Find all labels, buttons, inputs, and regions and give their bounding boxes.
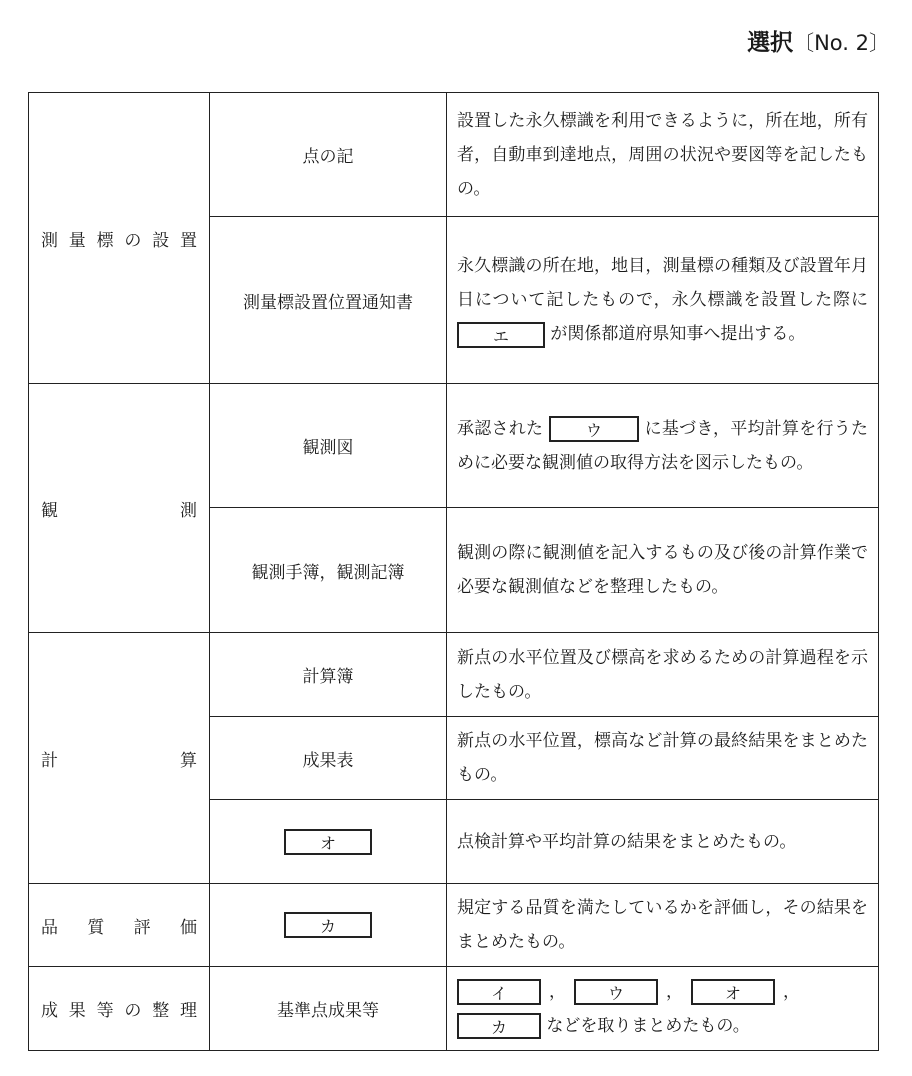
- item-cell: [210, 800, 447, 884]
- table-row: [29, 93, 879, 217]
- item-cell: 計算簿: [210, 633, 447, 717]
- table-row: [29, 967, 879, 1051]
- table-row: [29, 384, 879, 508]
- answer-blank: ウ: [549, 416, 639, 442]
- item-cell: 観測図: [210, 384, 447, 508]
- item-cell: 観測手簿，観測記簿: [210, 508, 447, 633]
- description-cell: 承認された ウ に基づき，平均計算を行うために必要な観測値の取得方法を図示したもの。: [447, 384, 879, 508]
- description-cell: 観測の際に観測値を記入するもの及び後の計算作業で必要な観測値などを整理したもの。: [447, 508, 879, 633]
- question-number: 〔No. 2〕: [793, 31, 890, 55]
- item-cell: 基準点成果等: [210, 967, 447, 1051]
- description-cell: 新点の水平位置，標高など計算の最終結果をまとめたもの。: [447, 717, 879, 800]
- item-cell: 成果表: [210, 717, 447, 800]
- answer-blank: カ: [284, 912, 372, 938]
- category-cell: [29, 384, 210, 633]
- category-cell: [29, 967, 210, 1051]
- answer-blank: エ: [457, 322, 545, 348]
- category-label: 計 算: [41, 750, 197, 771]
- description-cell: 点検計算や平均計算の結果をまとめたもの。: [447, 800, 879, 884]
- category-label: 成 果 等 の 整 理: [41, 1001, 197, 1021]
- answer-blank: ウ: [574, 979, 658, 1005]
- item-cell: 測量標設置位置通知書: [210, 217, 447, 384]
- page-header: [747, 24, 890, 57]
- item-cell: 点の記: [210, 93, 447, 217]
- category-label: 観 測: [41, 500, 197, 521]
- answer-blank: カ: [457, 1013, 541, 1039]
- table-row: [29, 884, 879, 967]
- description-cell: 設置した永久標識を利用できるように，所在地，所有者，自動車到達地点，周囲の状況や要図等を記したもの。: [447, 93, 879, 217]
- category-cell: [29, 93, 210, 384]
- description-cell: イ ， ウ ， オ ， カ などを取りまとめたもの。: [447, 967, 879, 1051]
- item-cell: [210, 884, 447, 967]
- category-label: 品 質 評 価: [41, 917, 197, 938]
- description-cell: 永久標識の所在地，地目，測量標の種類及び設置年月日について記したもので，永久標識を設置した際に エ が関係都道府県知事へ提出する。: [447, 217, 879, 384]
- category-cell: [29, 633, 210, 884]
- table-row: [29, 633, 879, 717]
- category-label: 測 量 標 の 設 置: [41, 230, 197, 251]
- answer-blank: イ: [457, 979, 541, 1005]
- survey-deliverables-table: [28, 92, 879, 1051]
- description-cell: 新点の水平位置及び標高を求めるための計算過程を示したもの。: [447, 633, 879, 717]
- description-cell: 規定する品質を満たしているかを評価し，その結果をまとめたもの。: [447, 884, 879, 967]
- selection-label: 選択: [747, 30, 794, 56]
- answer-blank: オ: [691, 979, 775, 1005]
- category-cell: [29, 884, 210, 967]
- answer-blank: オ: [284, 829, 372, 855]
